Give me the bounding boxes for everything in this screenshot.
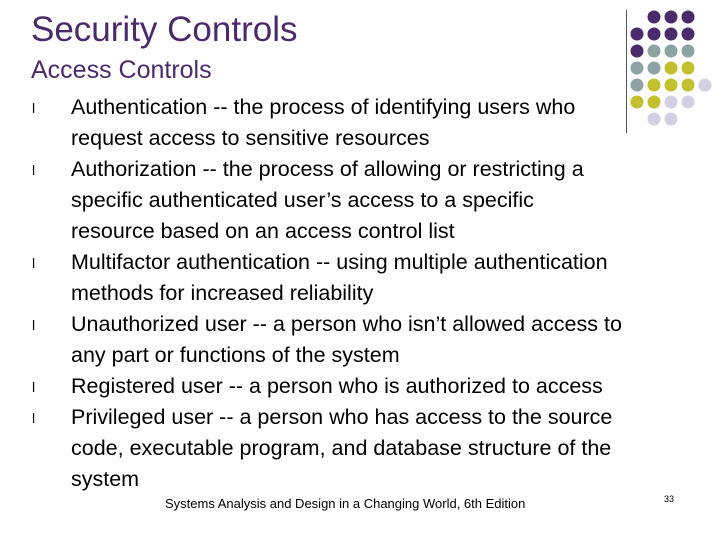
bullet-icon: l — [32, 317, 36, 333]
page-number: 33 — [664, 494, 675, 504]
decorative-dot — [699, 79, 712, 92]
bullet-item — [30, 371, 710, 402]
bullet-icon: l — [32, 100, 36, 116]
decorative-dot — [665, 62, 678, 75]
decorative-dot — [648, 11, 661, 24]
decorative-dot — [648, 28, 661, 41]
bullet-text: Unauthorized user -- a person who isn’t allowed access to any part or functions of the system — [71, 312, 622, 367]
decorative-dot-grid — [605, 0, 720, 140]
bullet-text: Authentication -- the process of identifying users who request access to sensitive resources — [71, 95, 576, 150]
decorative-dot — [631, 96, 644, 109]
decorative-dot — [665, 79, 678, 92]
bullet-item — [30, 402, 710, 495]
slide-subtitle: Access Controls — [31, 56, 212, 84]
decorative-dot — [648, 45, 661, 58]
slide-title: Security Controls — [31, 10, 298, 49]
bullet-text: Authorization -- the process of allowing or restricting a specific authenticated user’s access to a specific resource based on an access control list — [71, 157, 584, 243]
decorative-dot — [631, 79, 644, 92]
decorative-dot — [682, 79, 695, 92]
decorative-dot — [682, 45, 695, 58]
bullet-text: Multifactor authentication -- using multiple authentication methods for increased reliability — [71, 250, 608, 305]
bullet-text: Privileged user -- a person who has access to the source code, executable program, and database structure of the system — [71, 405, 613, 491]
decorative-dot — [631, 28, 644, 41]
decorative-dot — [682, 28, 695, 41]
bullet-item — [30, 309, 710, 371]
decorative-dot — [665, 113, 678, 126]
bullet-item — [30, 154, 710, 247]
decorative-dot — [665, 11, 678, 24]
decorative-dot — [665, 28, 678, 41]
decorative-dot — [682, 62, 695, 75]
slide-footer: Systems Analysis and Design in a Changing World, 6th Edition — [165, 496, 526, 511]
decorative-dot — [631, 62, 644, 75]
decorative-dot — [631, 45, 644, 58]
decorative-dot — [648, 79, 661, 92]
bullet-icon: l — [32, 379, 36, 395]
bullet-text: Registered user -- a person who is authorized to access — [71, 374, 603, 398]
decorative-dot — [682, 11, 695, 24]
bullet-item — [30, 247, 710, 309]
bullet-icon: l — [32, 162, 36, 178]
bullet-icon: l — [32, 410, 36, 426]
decorative-dot — [648, 113, 661, 126]
bullet-list — [30, 92, 710, 495]
decorative-dot — [682, 96, 695, 109]
decorative-dot — [648, 62, 661, 75]
bullet-icon: l — [32, 255, 36, 271]
decorative-dot — [648, 96, 661, 109]
decorative-dot — [665, 45, 678, 58]
decorative-dot — [665, 96, 678, 109]
